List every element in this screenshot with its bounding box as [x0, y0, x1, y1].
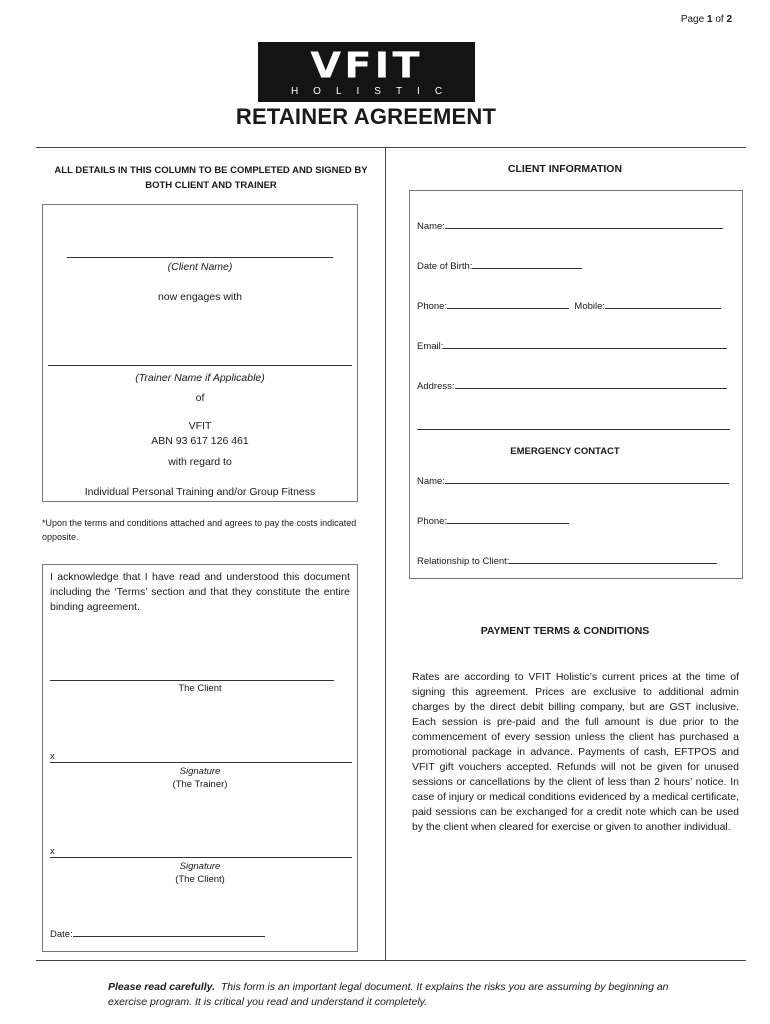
top-divider	[36, 147, 746, 148]
trainer-signature-label: Signature	[179, 766, 221, 777]
email-field[interactable]	[417, 339, 727, 352]
regard-text: with regard to	[168, 456, 232, 468]
emergency-phone-label: Phone:	[417, 516, 448, 527]
column-divider	[385, 147, 386, 961]
document-title: RETAINER AGREEMENT	[235, 104, 497, 129]
emergency-contact-heading: EMERGENCY CONTACT	[510, 446, 620, 457]
client-name-sign-line[interactable]	[50, 680, 334, 681]
emergency-phone-field[interactable]	[417, 514, 569, 527]
emergency-name-field[interactable]	[417, 474, 729, 487]
company-abn: ABN 93 617 126 461	[151, 435, 249, 447]
relationship-label: Relationship to Client:	[417, 556, 510, 567]
acknowledgement-box	[42, 564, 358, 952]
client-info-heading: CLIENT INFORMATION	[507, 163, 623, 175]
client-name-line[interactable]	[67, 257, 333, 258]
client-name-field-label: Name:	[417, 221, 445, 232]
page-number: Page 1 of 2	[680, 14, 732, 25]
trainer-name-label: (Trainer Name if Applicable)	[135, 372, 265, 384]
dob-label: Date of Birth:	[417, 261, 473, 272]
acknowledgement-text: I acknowledge that I have read and understood this document including the ‘Terms’ section and that they constitute the entire binding agreement.	[50, 571, 350, 613]
logo-sub-text: HOLISTIC	[290, 86, 458, 97]
payment-terms-text: Rates are according to VFIT Holistic’s current prices at the time of signing this agreement. Prices are exclusive to additional admin charges by the direct debit billing company, but are GST inclusive. Each session is pre-paid and the full amount is due prior to the commencement of every session unless the client has purchased a promotional package in advance. Payments of cash, EFTPOS and VFIT gift vouchers accepted. Refunds will not be given for unused sessions or cancellations by the client of less than 2 hours’ notice. In case of injury or medical conditions evidenced by a medical certificate, paid sessions can be exchanged for a credit note which can be used by the client when cleared for exercise or given to another individual.	[412, 671, 739, 833]
bottom-divider	[36, 960, 746, 961]
logo-main-text: VFIT	[310, 45, 423, 87]
email-label: Email:	[417, 341, 444, 352]
footer-text: This form is an important legal document. It explains the risks you are assuming by beginning an exercise program. It is critical you read and understand it completely.	[108, 981, 669, 1008]
dob-field[interactable]	[417, 259, 582, 272]
the-client-paren-label: (The Client)	[175, 874, 225, 885]
client-name-label: (Client Name)	[167, 261, 233, 273]
payment-terms-heading: PAYMENT TERMS & CONDITIONS	[480, 625, 650, 637]
footer-notice	[108, 980, 688, 1010]
phone-field[interactable]	[417, 299, 721, 312]
engages-text: now engages with	[157, 291, 243, 303]
terms-note: *Upon the terms and conditions attached and agrees to pay the costs indicated opposite.	[42, 518, 357, 542]
of-text: of	[195, 392, 205, 404]
client-signature-line[interactable]	[50, 857, 352, 858]
trainer-sign-x: x	[50, 751, 55, 762]
vfit-logo	[258, 42, 475, 102]
date-field[interactable]	[50, 927, 265, 940]
address-label: Address:	[417, 381, 455, 392]
mobile-label: Mobile:	[574, 301, 606, 312]
service-text: Individual Personal Training and/or Group Fitness	[84, 486, 316, 498]
trainer-name-line[interactable]	[48, 365, 352, 366]
emergency-name-label: Name:	[417, 476, 445, 487]
footer-bold: Please read carefully.	[108, 981, 216, 993]
client-sign-x: x	[50, 846, 55, 857]
address-field[interactable]	[417, 379, 727, 392]
date-label: Date:	[50, 929, 73, 940]
the-client-label: The Client	[178, 683, 222, 694]
company-name: VFIT	[188, 420, 212, 432]
the-trainer-label: (The Trainer)	[172, 779, 228, 790]
relationship-field[interactable]	[417, 554, 717, 567]
trainer-signature-line[interactable]	[50, 762, 352, 763]
address-line-2[interactable]	[417, 429, 730, 430]
client-signature-label: Signature	[179, 861, 221, 872]
client-name-field[interactable]	[417, 219, 723, 232]
left-column-heading: ALL DETAILS IN THIS COLUMN TO BE COMPLETED AND SIGNED BY BOTH CLIENT AND TRAINER	[54, 165, 368, 191]
phone-label: Phone:	[417, 301, 448, 312]
